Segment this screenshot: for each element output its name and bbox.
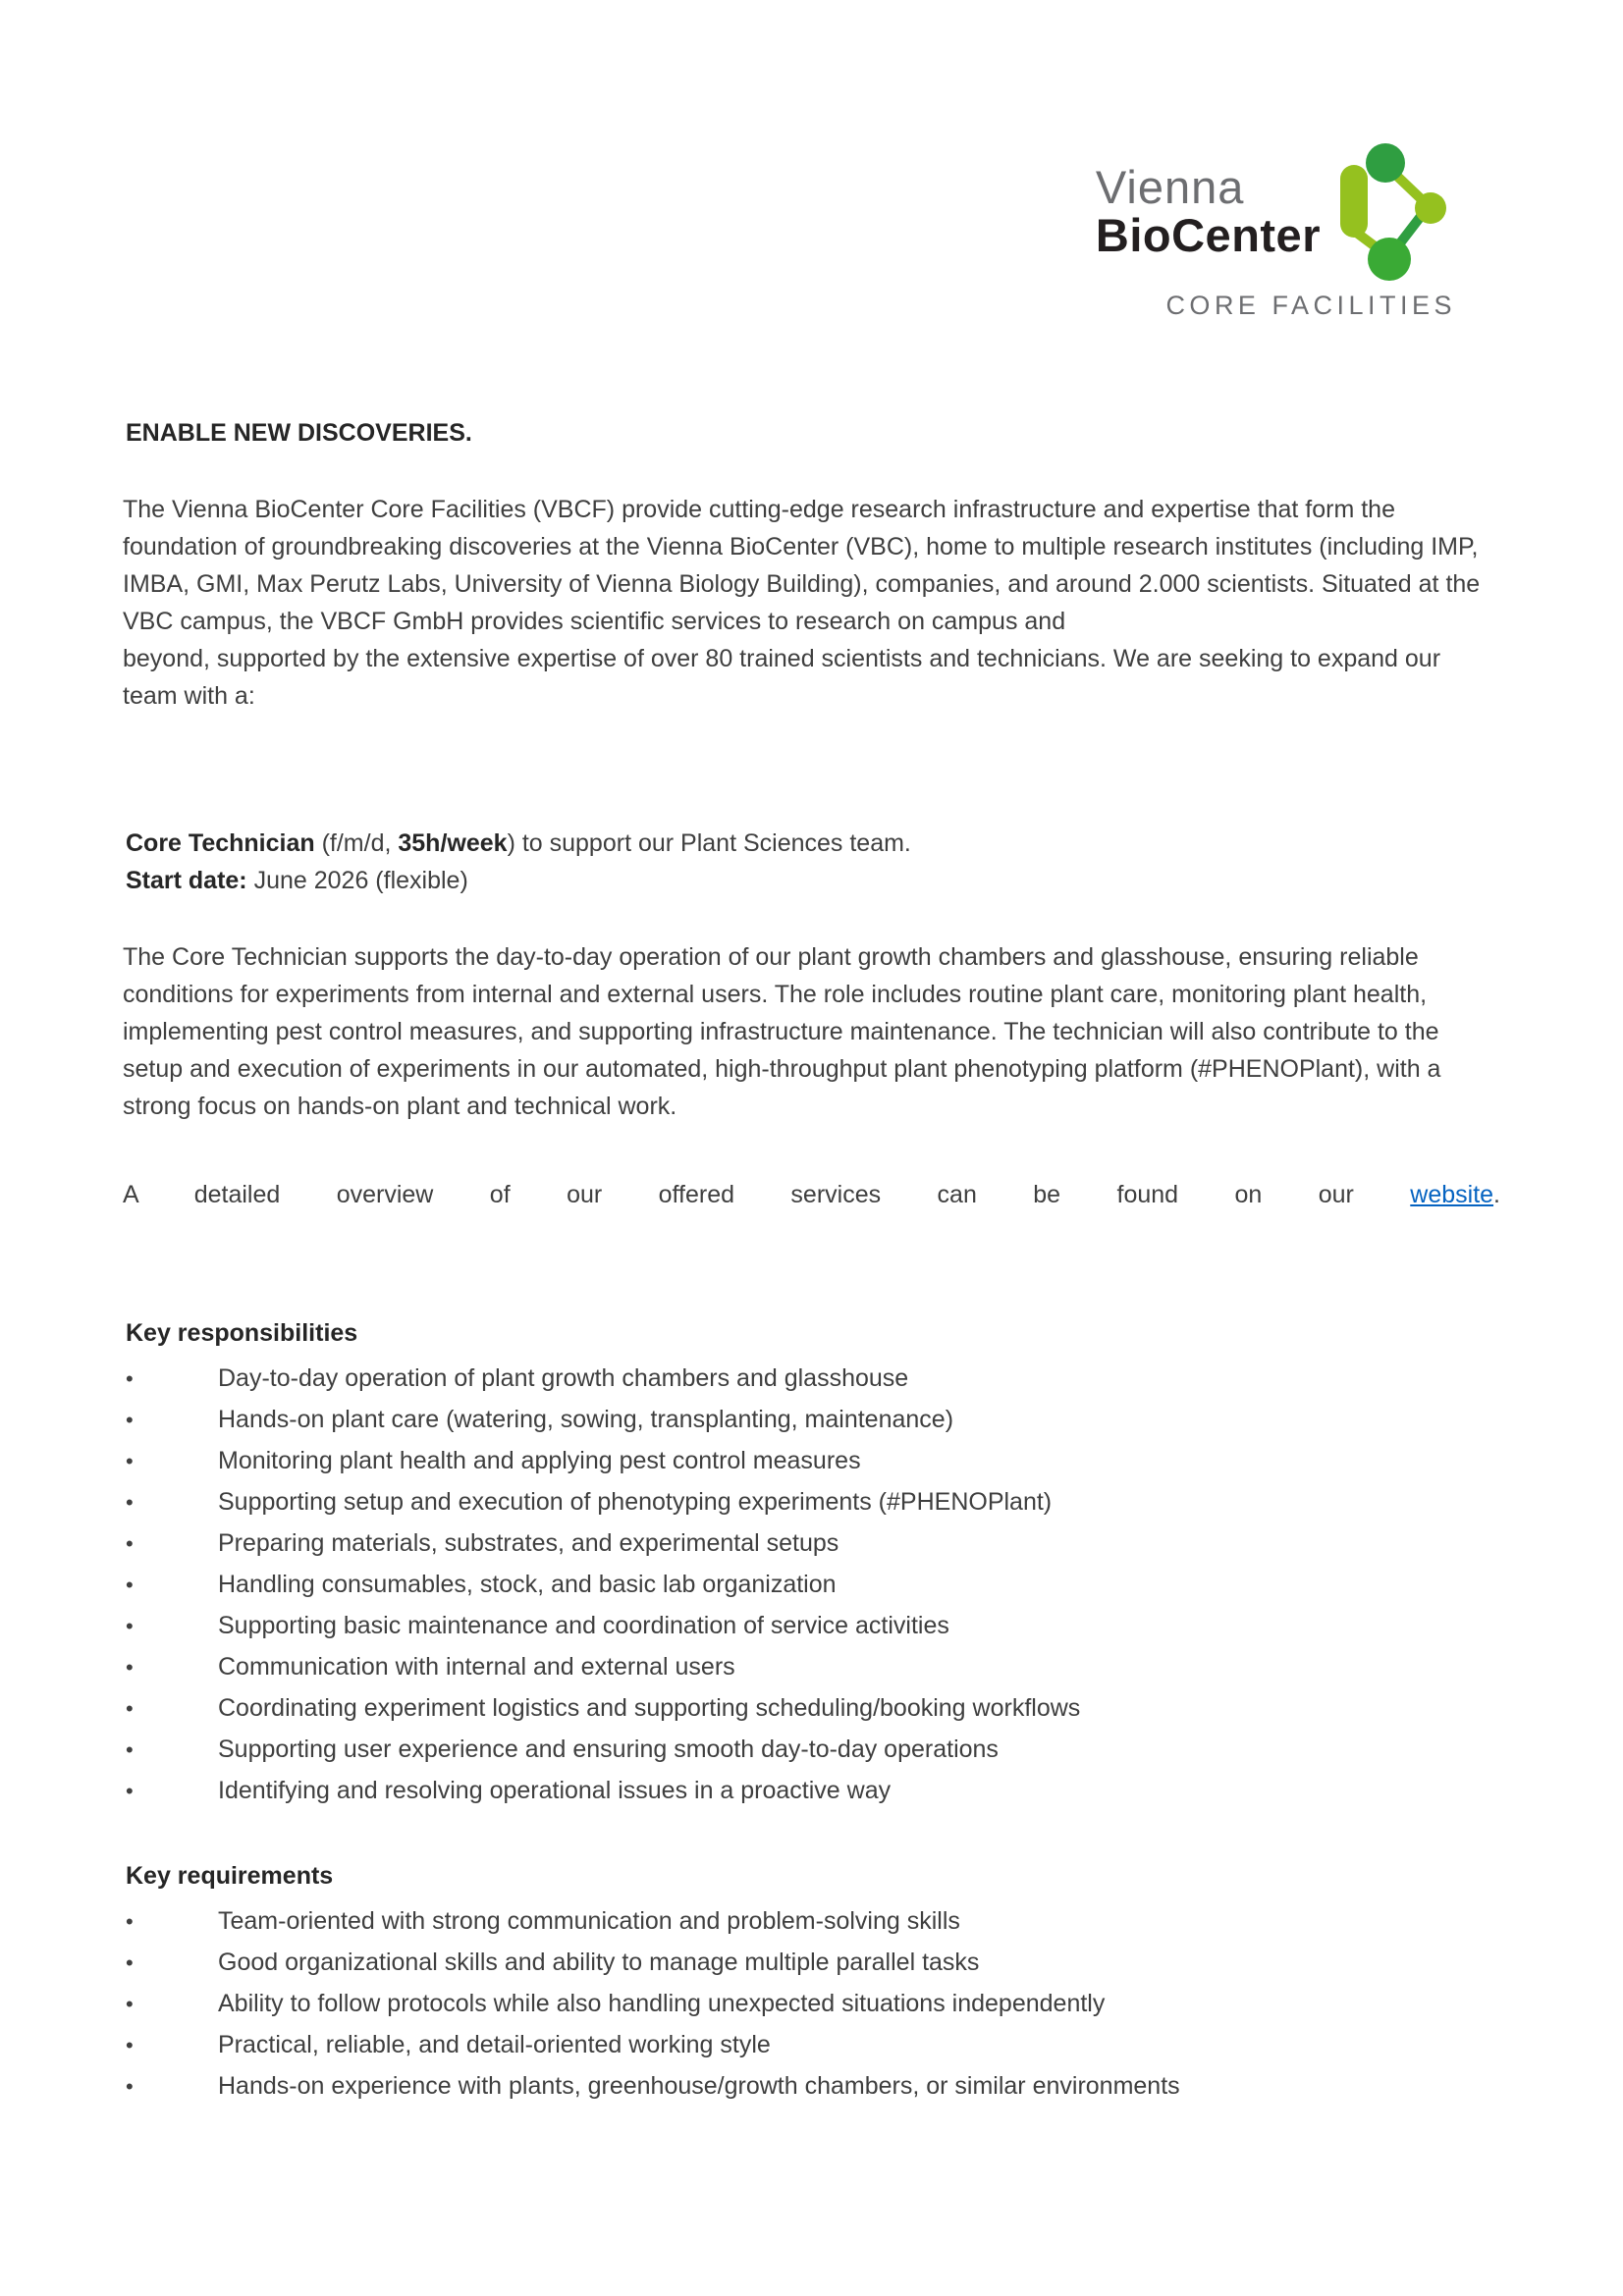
intro-text-part1: The Vienna BioCenter Core Facilities (VBCF) provide cutting-edge research infrastructure and expertise that form the foundation of groundbreaking discoveries at the Vienna BioCenter (VBC), home to multiple research institutes (including IMP, IMBA, GMI, Max Perutz Labs, University of Vienna Biology Building), companies, and around 2.000 scientists. Situated at the VBC campus, the VBCF GmbH provides scientific services to research on campus and <box>123 496 1481 635</box>
vbcf-logo <box>1096 137 1456 321</box>
intro-paragraph <box>123 491 1500 715</box>
position-title: Core Technician <box>126 829 315 857</box>
intro-text-part2: beyond, supported by the extensive expertise of over 80 trained scientists and technicians. We are seeking to expand our team with a: <box>123 645 1441 710</box>
list-item <box>123 1605 1500 1646</box>
bullet-icon: • <box>126 2033 134 2057</box>
bullet-icon: • <box>126 1366 134 1391</box>
headline: ENABLE NEW DISCOVERIES. <box>126 419 472 447</box>
position-title-rest: ) to support our Plant Sciences team. <box>507 829 911 857</box>
list-item-text: Identifying and resolving operational issues in a proactive way <box>218 1777 892 1804</box>
bullet-icon: • <box>126 1779 134 1803</box>
position-title-mid: (f/m/d, <box>314 829 399 857</box>
responsibilities-list <box>123 1358 1500 1811</box>
bullet-icon: • <box>126 1909 134 1934</box>
list-item-text: Supporting user experience and ensuring smooth day-to-day operations <box>218 1735 999 1763</box>
role-description-paragraph: The Core Technician supports the day-to-day operation of our plant growth chambers and glasshouse, ensuring reliable conditions for experiments from internal and external users. The role includes routine plant care, monitoring plant health, implementing pest control measures, and supporting infrastructure maintenance. The technician will also contribute to the setup and execution of experiments in our automated, high-throughput plant phenotyping platform (#PHENOPlant), with a strong focus on hands-on plant and technical work. <box>123 943 1441 1120</box>
position-title-line <box>126 825 1500 862</box>
logo-text-vienna: Vienna <box>1095 160 1245 213</box>
list-item <box>123 1481 1500 1522</box>
list-item <box>123 2024 1500 2065</box>
bullet-icon: • <box>126 1696 134 1721</box>
position-block <box>123 825 1500 899</box>
list-item <box>123 2065 1500 2107</box>
list-item-text: Handling consumables, stock, and basic lab organization <box>218 1571 837 1598</box>
bullet-icon: • <box>126 1449 134 1473</box>
bullet-icon: • <box>126 1737 134 1762</box>
start-date-line <box>126 862 1500 899</box>
list-item-text: Hands-on experience with plants, greenhouse/growth chambers, or similar environments <box>218 2072 1180 2100</box>
list-item <box>123 1646 1500 1687</box>
list-item-text: Ability to follow protocols while also handling unexpected situations independently <box>218 1990 1106 2017</box>
bullet-icon: • <box>126 1408 134 1432</box>
logo-text-biocenter: BioCenter <box>1095 209 1321 261</box>
bullet-icon: • <box>126 1490 134 1515</box>
list-item-text: Communication with internal and external users <box>218 1653 735 1681</box>
bullet-icon: • <box>126 1992 134 2016</box>
list-item-text: Day-to-day operation of plant growth chambers and glasshouse <box>218 1364 909 1392</box>
list-item-text: Supporting basic maintenance and coordination of service activities <box>218 1612 949 1639</box>
list-item <box>123 1983 1500 2024</box>
bullet-icon: • <box>126 2074 134 2099</box>
list-item <box>123 1900 1500 1942</box>
bullet-icon: • <box>126 1655 134 1680</box>
start-date-label: Start date: <box>126 867 247 894</box>
list-item <box>123 1729 1500 1770</box>
bullet-icon: • <box>126 1614 134 1638</box>
position-hours: 35h/week <box>398 829 508 857</box>
list-item-text: Preparing materials, substrates, and experimental setups <box>218 1529 839 1557</box>
list-item <box>123 1770 1500 1811</box>
list-item-text: Coordinating experiment logistics and supporting scheduling/booking workflows <box>218 1694 1081 1722</box>
services-text-after: . <box>1493 1181 1500 1208</box>
bullet-icon: • <box>126 1573 134 1597</box>
list-item <box>123 1942 1500 1983</box>
list-item-text: Practical, reliable, and detail-oriented working style <box>218 2031 771 2058</box>
list-item <box>123 1687 1500 1729</box>
list-item-text: Monitoring plant health and applying pest control measures <box>218 1447 861 1474</box>
logo-wordmark <box>1095 160 1321 261</box>
list-item <box>123 1522 1500 1564</box>
list-item <box>123 1358 1500 1399</box>
list-item <box>123 1440 1500 1481</box>
services-text-before: A detailed overview of our offered services can be found on our <box>123 1181 1411 1208</box>
list-item <box>123 1399 1500 1440</box>
logo-area <box>123 137 1456 321</box>
list-item <box>123 1564 1500 1605</box>
list-item-text: Team-oriented with strong communication and problem-solving skills <box>218 1907 960 1935</box>
responsibilities-heading: Key responsibilities <box>126 1319 358 1347</box>
requirements-heading: Key requirements <box>126 1862 334 1890</box>
logo-text-core-facilities: CORE FACILITIES <box>1165 291 1456 320</box>
requirements-list <box>123 1900 1500 2107</box>
services-paragraph <box>123 1176 1500 1213</box>
website-link[interactable]: website <box>1410 1181 1494 1208</box>
logo-top-row <box>1096 137 1456 285</box>
logo-molecule-icon <box>1338 137 1456 285</box>
bullet-icon: • <box>126 1950 134 1975</box>
bullet-icon: • <box>126 1531 134 1556</box>
list-item-text: Hands-on plant care (watering, sowing, transplanting, maintenance) <box>218 1406 954 1433</box>
list-item-text: Good organizational skills and ability to manage multiple parallel tasks <box>218 1949 980 1976</box>
list-item-text: Supporting setup and execution of phenotyping experiments (#PHENOPlant) <box>218 1488 1053 1516</box>
start-date-value: June 2026 (flexible) <box>246 867 468 894</box>
